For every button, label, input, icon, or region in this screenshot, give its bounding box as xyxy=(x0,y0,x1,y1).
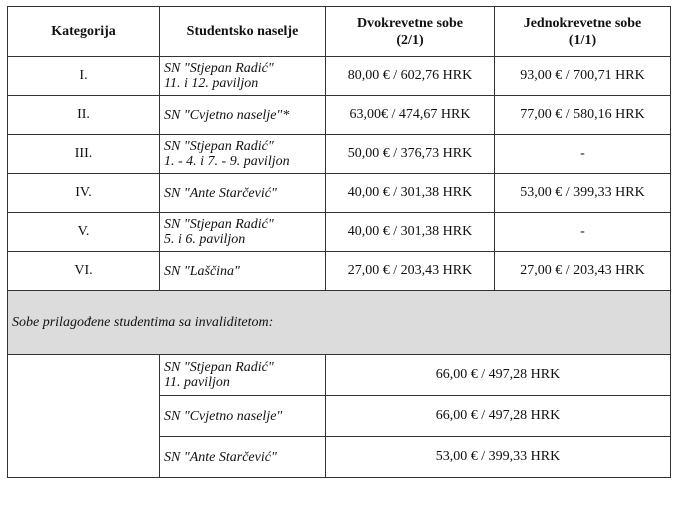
kategorija-cell: II. xyxy=(8,96,160,135)
jednokrevetne-price-cell: 77,00 € / 580,16 HRK xyxy=(495,96,671,135)
naselje-cell xyxy=(160,213,326,252)
naselje-name: SN "Ante Starčević" xyxy=(164,449,277,465)
jednokrevetne-price-cell: 93,00 € / 700,71 HRK xyxy=(495,57,671,96)
naselje-cell xyxy=(160,252,326,291)
section-title: Sobe prilagođene studentima sa invaliditetom: xyxy=(8,291,671,355)
table-row xyxy=(8,252,671,291)
naselje-name: SN "Cvjetno naselje"* xyxy=(164,107,290,123)
section-header-row xyxy=(8,291,671,355)
dvokrevetne-price-cell: 50,00 € / 376,73 HRK xyxy=(326,135,495,174)
naselje-name: SN "Stjepan Radić" xyxy=(164,360,274,375)
naselje-name: SN "Stjepan Radić" xyxy=(164,139,274,154)
kategorija-cell: I. xyxy=(8,57,160,96)
naselje-cell xyxy=(160,396,326,437)
dvokrevetne-price-cell: 27,00 € / 203,43 HRK xyxy=(326,252,495,291)
naselje-name: SN "Ante Starčević" xyxy=(164,185,277,201)
kategorija-cell: III. xyxy=(8,135,160,174)
dvokrevetne-price-cell: 63,00€ / 474,67 HRK xyxy=(326,96,495,135)
dvokrevetne-price-cell: 40,00 € / 301,38 HRK xyxy=(326,174,495,213)
naselje-detail: 1. - 4. i 7. - 9. paviljon xyxy=(164,154,290,169)
naselje-detail: 11. i 12. paviljon xyxy=(164,76,259,91)
disability-price-cell: 66,00 € / 497,28 HRK xyxy=(326,355,671,396)
header-jednokrevetne-code: (1/1) xyxy=(568,32,597,48)
kategorija-cell: VI. xyxy=(8,252,160,291)
dvokrevetne-price-cell: 80,00 € / 602,76 HRK xyxy=(326,57,495,96)
header-naselje-label: Studentsko naselje xyxy=(186,24,299,39)
naselje-name: SN "Stjepan Radić" xyxy=(164,217,274,232)
naselje-detail: 5. i 6. paviljon xyxy=(164,232,246,247)
dvokrevetne-price-cell: 40,00 € / 301,38 HRK xyxy=(326,213,495,252)
header-jednokrevetne xyxy=(495,7,671,57)
naselje-name: SN "Stjepan Radić" xyxy=(164,61,274,76)
naselje-cell xyxy=(160,437,326,478)
kategorija-cell: IV. xyxy=(8,174,160,213)
jednokrevetne-price-cell: 27,00 € / 203,43 HRK xyxy=(495,252,671,291)
naselje-cell xyxy=(160,135,326,174)
header-dvokrevetne-label: Dvokrevetne sobe xyxy=(357,15,463,31)
jednokrevetne-price-cell: - xyxy=(495,213,671,252)
kategorija-cell: V. xyxy=(8,213,160,252)
naselje-name: SN "Cvjetno naselje" xyxy=(164,408,283,424)
naselje-cell xyxy=(160,355,326,396)
naselje-cell xyxy=(160,174,326,213)
header-naselje xyxy=(160,7,326,57)
header-kategorija-label: Kategorija xyxy=(51,24,116,39)
empty-category-cell xyxy=(8,355,160,478)
naselje-name: SN "Laščina" xyxy=(164,263,240,279)
header-dvokrevetne xyxy=(326,7,495,57)
table-row xyxy=(8,57,671,96)
naselje-detail: 11. paviljon xyxy=(164,375,230,390)
header-jednokrevetne-label: Jednokrevetne sobe xyxy=(523,15,642,31)
disability-price-cell: 66,00 € / 497,28 HRK xyxy=(326,396,671,437)
disability-row xyxy=(8,355,671,396)
table-row xyxy=(8,135,671,174)
table-row xyxy=(8,213,671,252)
header-kategorija xyxy=(8,7,160,57)
disability-price-cell: 53,00 € / 399,33 HRK xyxy=(326,437,671,478)
price-table xyxy=(7,6,671,478)
naselje-cell xyxy=(160,57,326,96)
table-row xyxy=(8,174,671,213)
header-row xyxy=(8,7,671,57)
naselje-cell xyxy=(160,96,326,135)
jednokrevetne-price-cell: - xyxy=(495,135,671,174)
header-dvokrevetne-code: (2/1) xyxy=(396,32,424,48)
table-row xyxy=(8,96,671,135)
jednokrevetne-price-cell: 53,00 € / 399,33 HRK xyxy=(495,174,671,213)
